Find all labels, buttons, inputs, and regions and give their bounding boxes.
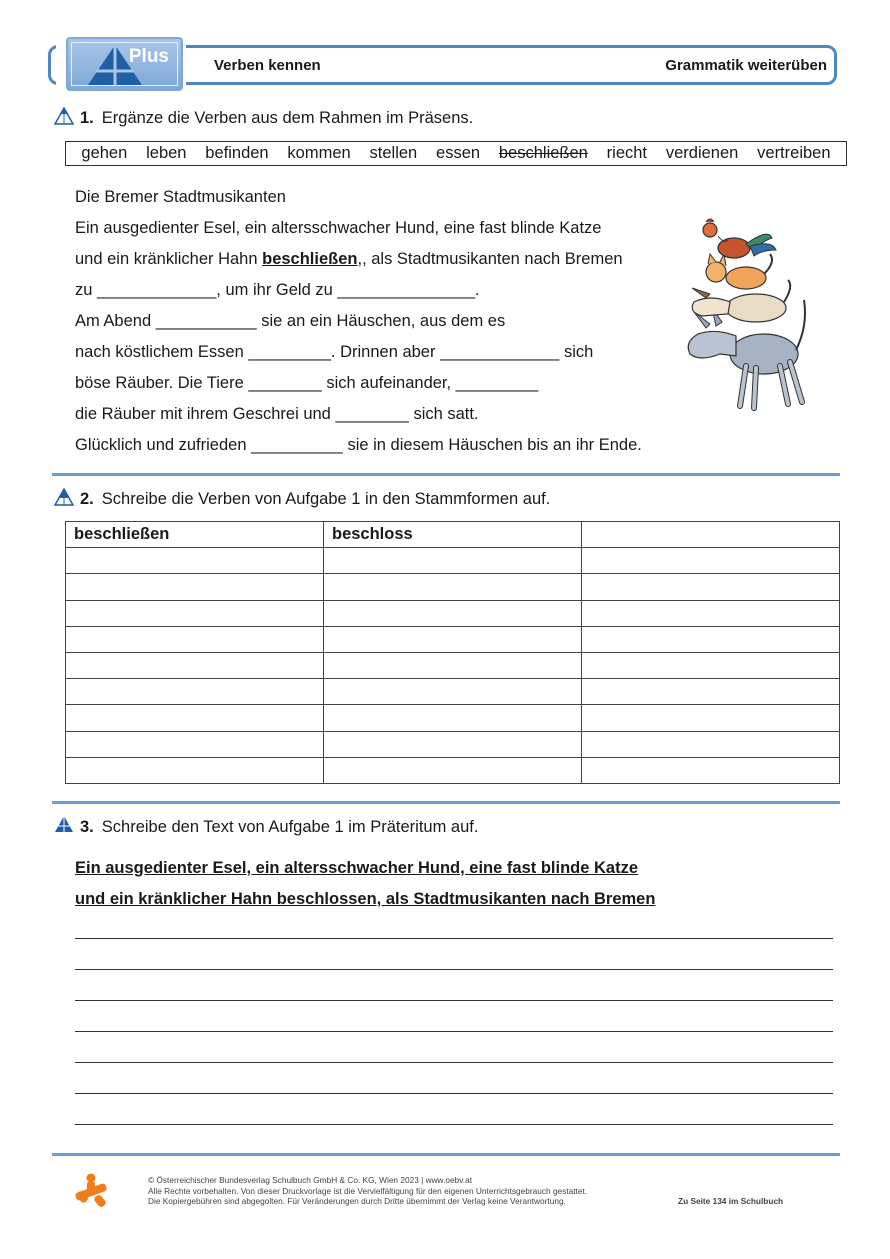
- task1-number: 1.: [80, 109, 94, 127]
- table-cell[interactable]: [324, 548, 582, 574]
- story-title: Die Bremer Stadtmusikanten: [75, 188, 286, 206]
- table-cell[interactable]: [324, 705, 582, 731]
- publisher-logo-icon: [72, 1173, 110, 1211]
- table-cell[interactable]: [66, 652, 324, 678]
- story-line: Am Abend ___________ sie an ein Häuschen, aus dem es: [75, 312, 506, 330]
- story-line: und ein kränklicher Hahn beschließen,, als Stadtmusikanten nach Bremen: [75, 250, 623, 268]
- town-musicians-illustration: [676, 216, 816, 416]
- table-row: [66, 705, 840, 731]
- copyright-line: Alle Rechte vorbehalten. Von dieser Druckvorlage ist die Vervielfältigung für den eigenen Unterrichtsgebrauch gestattet.: [148, 1185, 588, 1196]
- copyright-line: © Österreichischer Bundesverlag Schulbuch GmbH & Co. KG, Wien 2023 | www.oebv.at: [148, 1175, 472, 1185]
- table-cell[interactable]: [66, 705, 324, 731]
- table-cell[interactable]: [582, 522, 840, 548]
- table-cell[interactable]: [582, 600, 840, 626]
- table-cell[interactable]: [582, 626, 840, 652]
- table-row: [66, 731, 840, 757]
- plus-logo: [66, 37, 183, 91]
- table-cell[interactable]: [66, 731, 324, 757]
- word-item: vertreiben: [757, 144, 831, 162]
- word-item: leben: [146, 144, 187, 162]
- copyright-notice: [148, 1175, 587, 1207]
- writing-line[interactable]: [75, 1000, 833, 1001]
- word-item-struck: beschließen: [498, 144, 588, 162]
- table-cell[interactable]: beschließen: [66, 522, 324, 548]
- difficulty-3-icon: [54, 815, 74, 833]
- task1-heading: [80, 109, 473, 128]
- difficulty-1-icon: [54, 107, 74, 125]
- table-row: [66, 548, 840, 574]
- page-title: Verben kennen: [214, 57, 321, 74]
- table-cell[interactable]: [324, 574, 582, 600]
- word-box: [65, 141, 847, 166]
- table-cell[interactable]: [66, 679, 324, 705]
- table-cell[interactable]: [66, 600, 324, 626]
- table-cell[interactable]: [324, 600, 582, 626]
- table-cell[interactable]: [66, 548, 324, 574]
- task3-number: 3.: [80, 818, 94, 836]
- example-sentence-line: und ein kränklicher Hahn beschlossen, als Stadtmusikanten nach Bremen: [75, 890, 656, 908]
- word-item: verdienen: [665, 144, 739, 162]
- page-reference: Zu Seite 134 im Schulbuch: [678, 1196, 784, 1206]
- story-line: zu _____________, um ihr Geld zu _______________.: [75, 281, 480, 299]
- writing-line[interactable]: [75, 969, 833, 970]
- word-item: essen: [436, 144, 481, 162]
- example-sentence-line: Ein ausgedienter Esel, ein altersschwacher Hund, eine fast blinde Katze: [75, 859, 639, 877]
- table-cell[interactable]: [324, 626, 582, 652]
- task1-instruction: Ergänze die Verben aus dem Rahmen im Präsens.: [101, 109, 474, 127]
- table-row: [66, 600, 840, 626]
- task2-instruction: Schreibe die Verben von Aufgabe 1 in den Stammformen auf.: [101, 490, 551, 508]
- table-cell[interactable]: [66, 574, 324, 600]
- table-cell[interactable]: [582, 679, 840, 705]
- task2-heading: [80, 490, 550, 509]
- writing-line[interactable]: [75, 938, 833, 939]
- table-cell[interactable]: [582, 705, 840, 731]
- writing-line[interactable]: [75, 1093, 833, 1094]
- section-divider: [52, 473, 840, 476]
- story-line: die Räuber mit ihrem Geschrei und ________ sich satt.: [75, 405, 479, 423]
- word-item: stellen: [369, 144, 418, 162]
- table-row: [66, 574, 840, 600]
- table-cell[interactable]: [582, 731, 840, 757]
- word-item: befinden: [205, 144, 269, 162]
- task3-heading: [80, 818, 478, 837]
- table-cell[interactable]: [582, 652, 840, 678]
- table-row: [66, 679, 840, 705]
- table-row: [66, 652, 840, 678]
- table-cell[interactable]: [66, 757, 324, 783]
- writing-line[interactable]: [75, 1031, 833, 1032]
- table-cell[interactable]: [324, 652, 582, 678]
- section-title: Grammatik weiterüben: [665, 57, 827, 74]
- footer-divider: [52, 1153, 840, 1156]
- word-item: riecht: [606, 144, 648, 162]
- task2-number: 2.: [80, 490, 94, 508]
- stem-forms-table: [65, 521, 840, 784]
- table-cell[interactable]: [66, 626, 324, 652]
- table-cell[interactable]: beschloss: [324, 522, 582, 548]
- difficulty-2-icon: [54, 488, 74, 506]
- table-row: [66, 626, 840, 652]
- example-verb: beschließen: [262, 250, 358, 268]
- story-line: Ein ausgedienter Esel, ein altersschwacher Hund, eine fast blinde Katze: [75, 219, 602, 237]
- writing-line[interactable]: [75, 1124, 833, 1125]
- table-cell[interactable]: [582, 757, 840, 783]
- word-item: kommen: [287, 144, 351, 162]
- table-cell[interactable]: [582, 574, 840, 600]
- table-cell[interactable]: [324, 757, 582, 783]
- story-line: Glücklich und zufrieden __________ sie in diesem Häuschen bis an ihr Ende.: [75, 436, 642, 454]
- table-cell[interactable]: [324, 679, 582, 705]
- story-line: böse Räuber. Die Tiere ________ sich aufeinander, _________: [75, 374, 539, 392]
- section-divider: [52, 801, 840, 804]
- story-line: nach köstlichem Essen _________. Drinnen aber _____________ sich: [75, 343, 594, 361]
- table-row: [66, 522, 840, 548]
- table-row: [66, 757, 840, 783]
- story-text: [75, 182, 642, 461]
- task3-instruction: Schreibe den Text von Aufgabe 1 im Präteritum auf.: [101, 818, 479, 836]
- logo-plus-text: Plus: [128, 46, 169, 67]
- table-cell[interactable]: [324, 731, 582, 757]
- table-cell[interactable]: [582, 548, 840, 574]
- copyright-line: Die Kopiergebühren sind abgegolten. Für Veränderungen durch Dritte übernimmt der Verlag keine Verantwortung.: [148, 1196, 566, 1206]
- writing-line[interactable]: [75, 1062, 833, 1063]
- word-item: gehen: [81, 144, 128, 162]
